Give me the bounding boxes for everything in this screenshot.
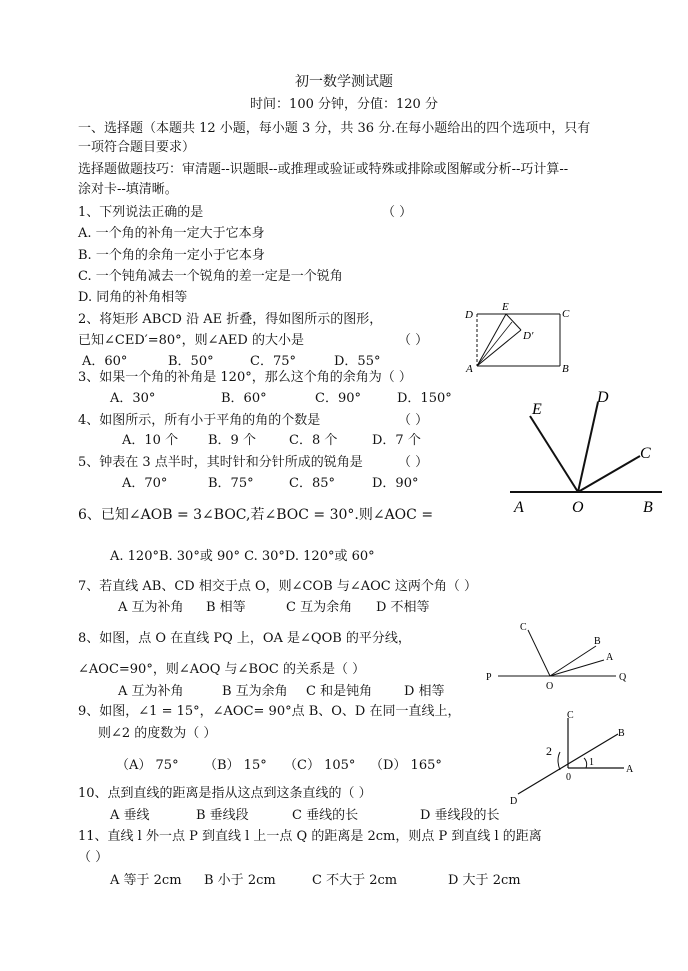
q4-label-o: O [572, 499, 584, 516]
q8-option-c: C 和是钝角 [306, 684, 373, 699]
q9-label-1: 1 [589, 757, 594, 768]
q10-option-b: B 垂线段 [196, 808, 249, 823]
q9-label-b: B [618, 728, 625, 739]
q8-figure [482, 618, 632, 698]
q11-option-a: A 等于 2cm [110, 873, 182, 888]
q4-label-d: D [597, 389, 609, 406]
q11-option-c: C 不大于 2cm [312, 873, 398, 888]
q4-option-a: A．10 个 [122, 433, 179, 448]
q5-option-b: B．75° [208, 476, 254, 491]
page-subtitle: 时间：100 分钟，分值：120 分 [250, 97, 438, 112]
q2-fold-ae [477, 314, 506, 366]
section-heading-line1: 一、选择题（本题共 12 小题，每小题 3 分，共 36 分.在每小题给出的四个选项中，只有 [78, 121, 591, 136]
q3-option-b: B．60° [221, 391, 267, 406]
q5-option-d: D．90° [372, 476, 419, 491]
q3-stem: 3、如果一个角的补角是 120°，那么这个角的余角为（ ） [78, 370, 412, 385]
q2-option-a: A．60° [82, 354, 128, 369]
q2-label-dprime: D′ [523, 330, 534, 342]
q8-ray-ob [550, 646, 596, 676]
q4-option-c: C．8 个 [289, 433, 338, 448]
q9-label-d: D [510, 796, 518, 807]
q2-fold-ad [477, 330, 521, 366]
q2-fold-inner [477, 322, 512, 366]
q11-option-d: D 大于 2cm [448, 873, 521, 888]
q11-stem-line2: （ ） [78, 850, 109, 865]
q10-option-a: A 垂线 [110, 808, 150, 823]
q2-label-a: A [466, 363, 473, 375]
q9-stem-line2: 则∠2 的度数为（ ） [98, 726, 217, 741]
q2-label-c: C [562, 308, 570, 320]
q4-figure [500, 380, 670, 520]
q5-stem: 5、钟表在 3 点半时，其时针和分针所成的锐角是 [78, 455, 363, 470]
q4-label-e: E [532, 401, 542, 418]
q6-stem: 6、已知∠AOB = 3∠BOC,若∠BOC = 30°.则∠AOC = [78, 507, 434, 523]
q10-option-c: C 垂线的长 [292, 808, 359, 823]
q2-fold-ed [506, 314, 521, 330]
q8-option-b: B 互为余角 [222, 684, 288, 699]
q8-option-a: A 互为补角 [118, 684, 184, 699]
q9-figure [500, 708, 650, 808]
q9-stem-line1: 9、如图，∠1 = 15°，∠AOC= 90°点 B、O、D 在同一直线上， [78, 704, 461, 719]
q2-option-d: D．55° [334, 354, 381, 369]
q9-option-c: （C） 105° [284, 758, 356, 773]
q4-option-d: D．7 个 [372, 433, 421, 448]
q8-stem-line1: 8、如图，点 O 在直线 PQ 上，OA 是∠QOB 的平分线， [78, 631, 411, 646]
q2-answer-blank: （ ） [398, 333, 429, 348]
q8-ray-oc [528, 630, 550, 676]
q7-option-a: A 互为补角 [118, 600, 184, 615]
q11-stem-line1: 11、直线 l 外一点 P 到直线 l 上一点 Q 的距离是 2cm，则点 P 到直线 l 的距离 [78, 829, 542, 844]
q7-stem: 7、若直线 AB、CD 相交于点 O，则∠COB 与∠AOC 这两个角（ ） [78, 579, 477, 594]
q7-option-b: B 相等 [206, 600, 246, 615]
q9-label-c: C [567, 710, 574, 721]
q2-label-e: E [502, 301, 509, 313]
q2-figure [462, 300, 582, 380]
q8-label-c: C [520, 622, 527, 633]
q9-angle2-arc [558, 752, 560, 770]
q8-label-q: Q [619, 672, 627, 683]
q4-ray-oc [578, 456, 640, 492]
q4-ray-od [578, 402, 598, 492]
q1-stem: 1、下列说法正确的是 [78, 205, 204, 220]
q2-option-c: C．75° [250, 354, 296, 369]
q8-stem-line2: ∠AOC=90°，则∠AOQ 与∠BOC 的关系是（ ） [78, 662, 366, 677]
q9-option-d: （D） 165° [370, 758, 442, 773]
q7-option-c: C 互为余角 [286, 600, 353, 615]
q8-label-o: O [546, 681, 554, 692]
q4-stem: 4、如图所示，所有小于平角的角的个数是 [78, 413, 321, 428]
q8-ray-oa [550, 660, 604, 676]
q4-label-c: C [640, 445, 651, 462]
q4-label-b: B [643, 499, 653, 516]
q4-ray-oe [530, 416, 578, 492]
q4-answer-blank: （ ） [398, 413, 429, 428]
q7-option-d: D 不相等 [376, 600, 430, 615]
q1-option-c: C. 一个钝角减去一个锐角的差一定是一个锐角 [78, 269, 343, 284]
q2-stem-line1: 2、将矩形 ABCD 沿 AE 折叠，得如图所示的图形， [78, 312, 383, 327]
q8-label-p: P [486, 672, 492, 683]
q6-options: A. 120°B. 30°或 90° C. 30°D. 120°或 60° [110, 549, 375, 564]
q9-angle1-arc [584, 758, 587, 768]
q9-option-a: （A） 75° [116, 758, 179, 773]
q10-option-d: D 垂线段的长 [420, 808, 500, 823]
page-title: 初一数学测试题 [295, 74, 393, 90]
q8-label-a: A [606, 652, 614, 663]
q1-option-b: B. 一个角的余角一定小于它本身 [78, 248, 265, 263]
section-heading-line2: 一项符合题目要求） [78, 140, 196, 155]
q2-stem-line2: 已知∠CED′=80°，则∠AED 的大小是 [78, 333, 304, 348]
q8-label-b: B [594, 636, 601, 647]
q9-label-a: A [626, 764, 634, 775]
q2-label-b: B [562, 363, 569, 375]
q2-label-d: D [465, 309, 473, 321]
q5-answer-blank: （ ） [398, 455, 429, 470]
tip-line1: 选择题做题技巧：审清题--识题眼--或推理或验证或特殊或排除或图解或分析--巧计算-- [78, 162, 569, 177]
q4-option-b: B．9 个 [208, 433, 256, 448]
q4-label-a: A [514, 499, 524, 516]
q2-option-b: B．50° [168, 354, 214, 369]
q5-option-c: C．85° [289, 476, 335, 491]
q3-option-c: C．90° [315, 391, 361, 406]
q9-option-b: （B） 15° [204, 758, 267, 773]
q9-label-o: 0 [566, 772, 571, 783]
q1-answer-blank: （ ） [382, 205, 413, 220]
q9-label-2: 2 [546, 744, 552, 758]
q5-option-a: A．70° [122, 476, 168, 491]
q10-stem: 10、点到直线的距离是指从这点到这条直线的（ ） [78, 786, 372, 801]
q1-option-a: A. 一个角的补角一定大于它本身 [78, 226, 265, 241]
q8-option-d: D 相等 [404, 684, 445, 699]
q1-option-d: D. 同角的补角相等 [78, 290, 188, 305]
q11-option-b: B 小于 2cm [204, 873, 276, 888]
q3-option-a: A．30° [110, 391, 156, 406]
q3-option-d: D．150° [397, 391, 452, 406]
tip-line2: 涂对卡--填清晰。 [78, 182, 178, 197]
